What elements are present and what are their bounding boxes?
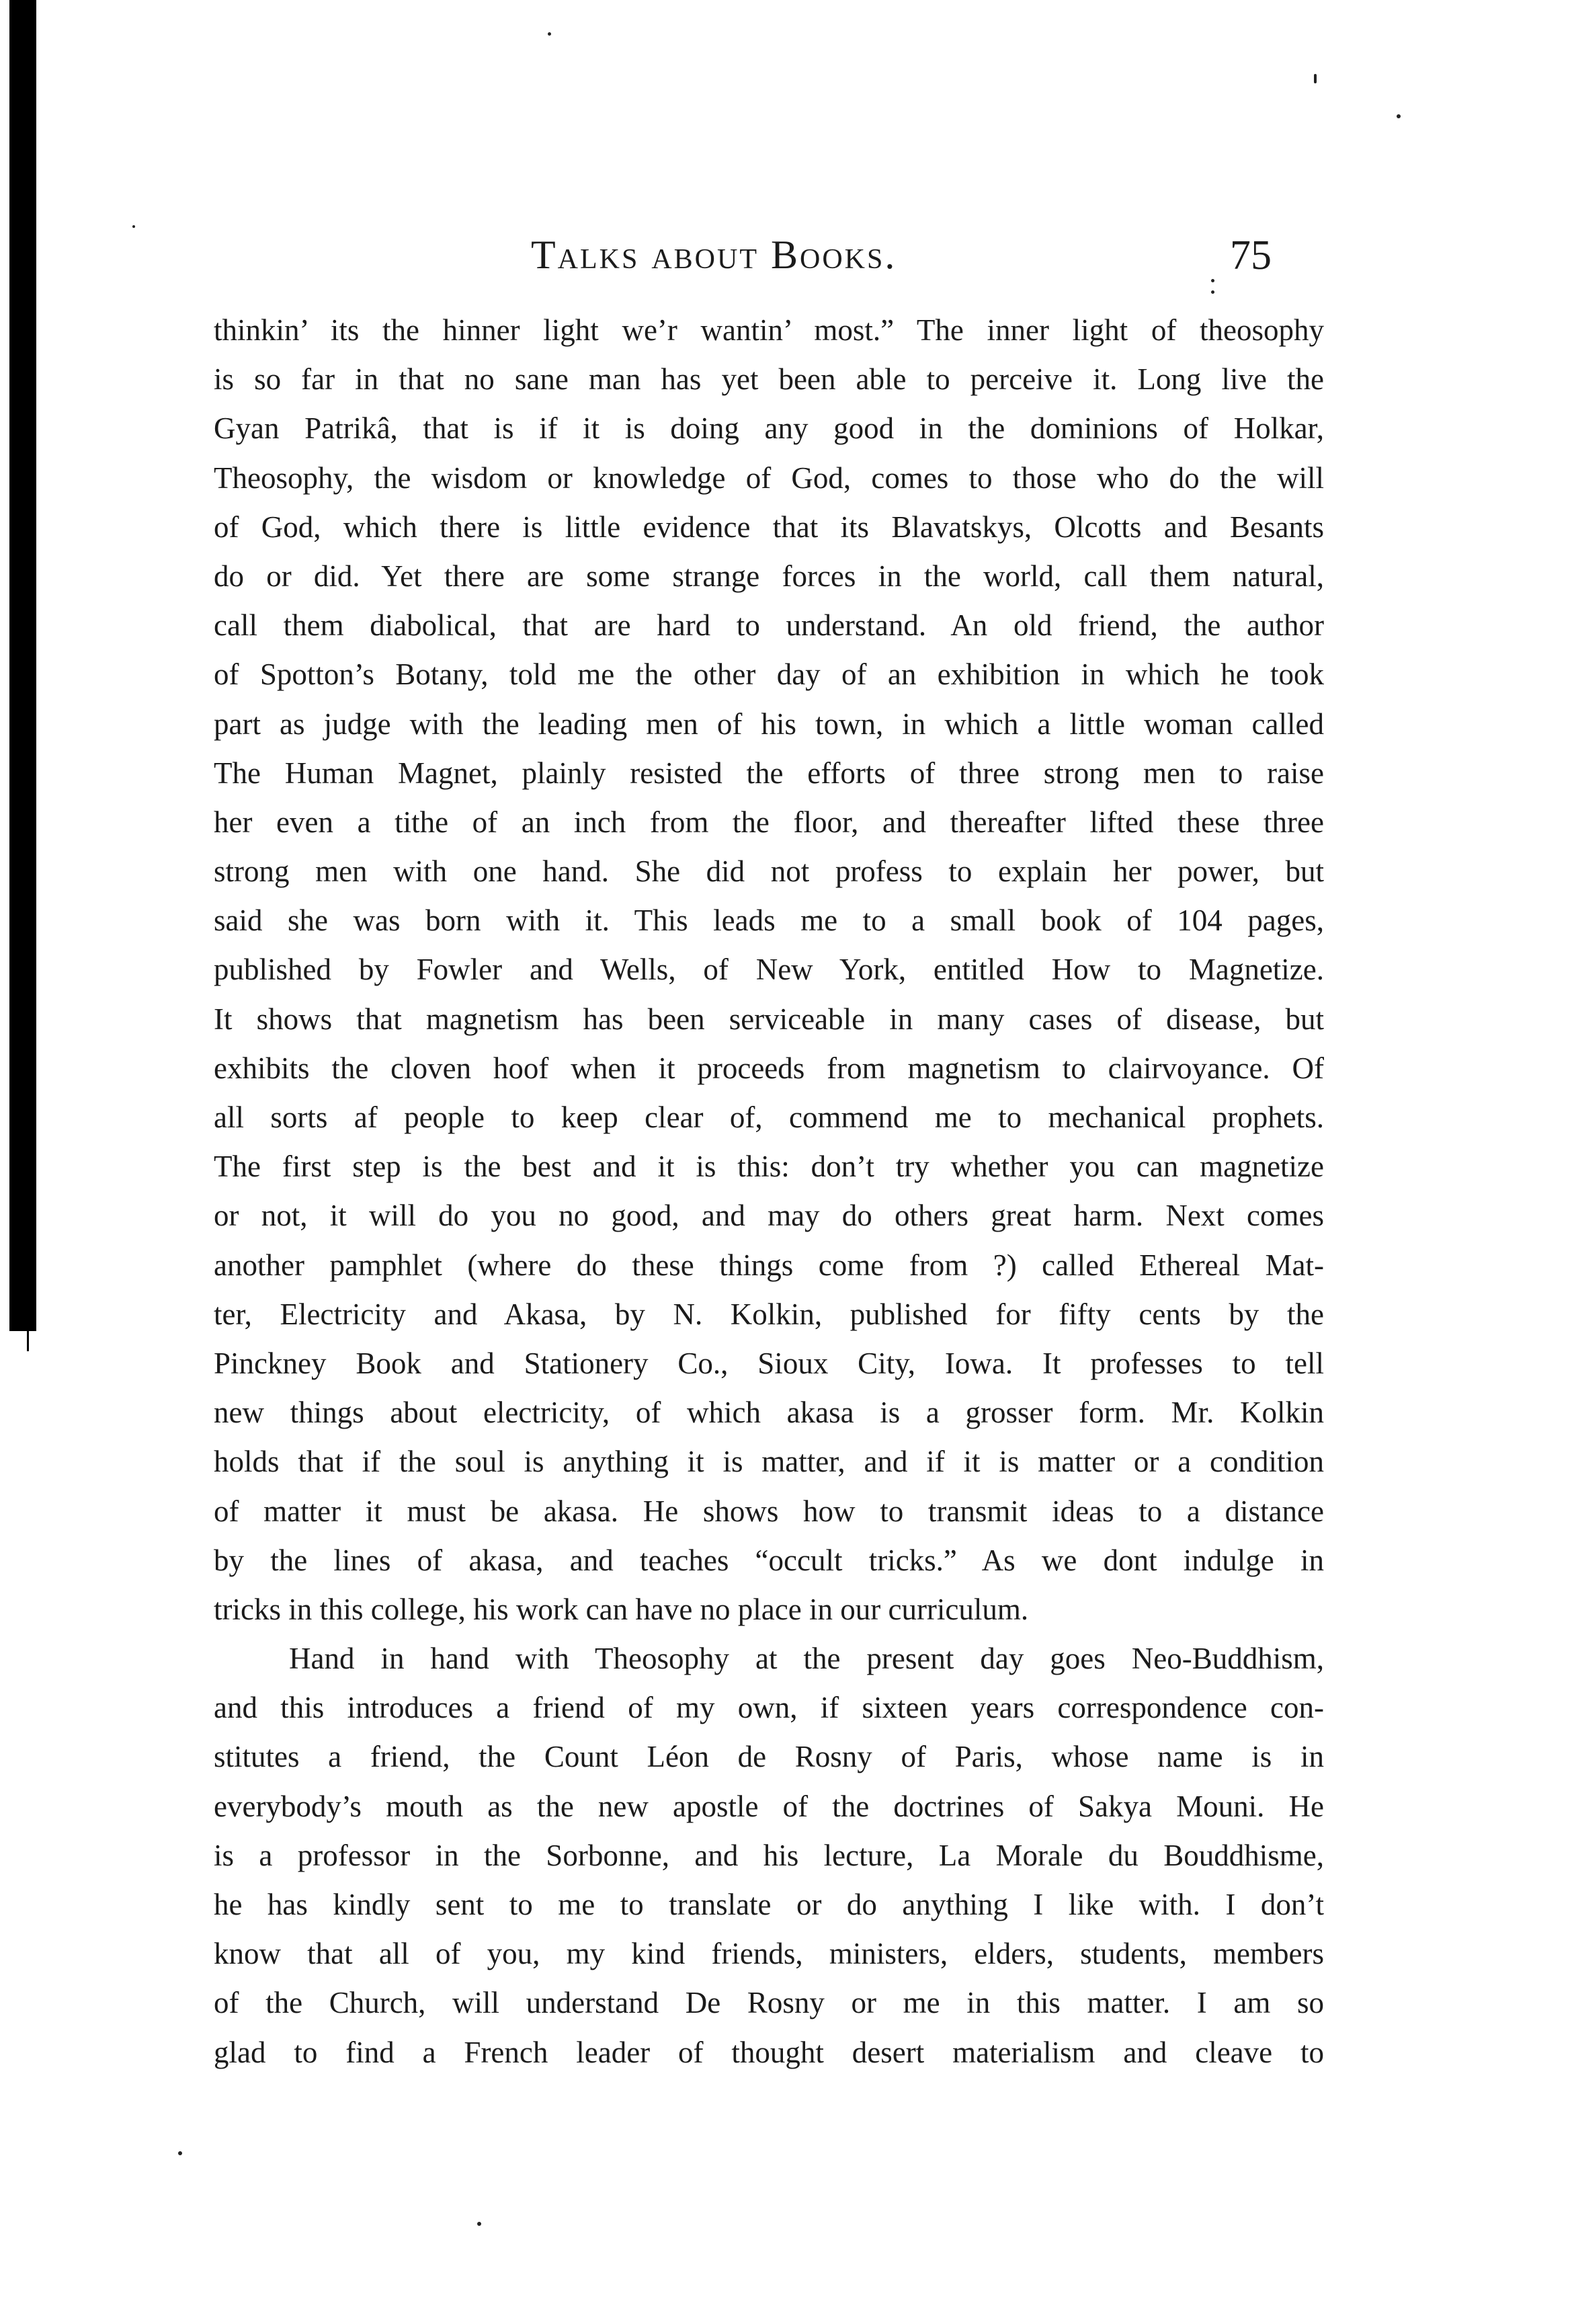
text-line: Hand in hand with Theosophy at the present day goes Neo-Buddhism, <box>289 1642 1324 1676</box>
text-line: everybody’s mouth as the new apostle of the doctrines of Sakya Mouni. He <box>214 1789 1324 1823</box>
text-line: call them diabolical, that are hard to understand. An old friend, the author <box>214 608 1324 643</box>
text-line: thinkin’ its the hinner light we’r wantin’ most.” The inner light of theosophy <box>214 313 1324 347</box>
text-line: of God, which there is little evidence that its Blavatskys, Olcotts and Besants <box>214 510 1324 544</box>
text-line: Gyan Patrikâ, that is if it is doing any good in the dominions of Holkar, <box>214 411 1324 446</box>
scan-speck <box>548 32 551 36</box>
paragraph-2 <box>214 1634 1324 2077</box>
text-line: of the Church, will understand De Rosny or me in this matter. I am so <box>214 1986 1324 2020</box>
text-line: of Spotton’s Botany, told me the other day of an exhibition in which he took <box>214 657 1324 692</box>
text-line: do or did. Yet there are some strange forces in the world, call them natural, <box>214 559 1324 593</box>
text-line: holds that if the soul is anything it is matter, and if it is matter or a condition <box>214 1445 1324 1479</box>
text-line: part as judge with the leading men of his town, in which a little woman called <box>214 707 1324 741</box>
running-head <box>0 232 1572 292</box>
text-line: said she was born with it. This leads me to a small book of 104 pages, <box>214 904 1324 938</box>
text-line: all sorts af people to keep clear of, commend me to mechanical prophets. <box>214 1100 1324 1134</box>
text-line: and this introduces a friend of my own, if sixteen years correspondence con- <box>214 1691 1324 1725</box>
running-head-title: Talks about Books. <box>531 233 897 277</box>
text-line: exhibits the cloven hoof when it proceeds from magnetism to clairvoyance. Of <box>214 1051 1324 1085</box>
text-line: another pamphlet (where do these things come from ?) called Ethereal Mat- <box>214 1248 1324 1282</box>
text-line: know that all of you, my kind friends, ministers, elders, students, members <box>214 1937 1324 1971</box>
scan-speck <box>1397 114 1401 118</box>
binding-shadow-tail <box>27 1331 29 1351</box>
text-line: tricks in this college, his work can have no place in our curriculum. <box>214 1592 1029 1626</box>
text-line: strong men with one hand. She did not profess to explain her power, but <box>214 854 1324 889</box>
text-line: by the lines of akasa, and teaches “occult tricks.” As we dont indulge in <box>214 1543 1324 1577</box>
text-line: Theosophy, the wisdom or knowledge of God, comes to those who do the will <box>214 460 1324 495</box>
text-line: glad to find a French leader of thought desert materialism and cleave to <box>214 2035 1324 2069</box>
text-line: It shows that magnetism has been serviceable in many cases of disease, but <box>214 1002 1324 1036</box>
text-line: stitutes a friend, the Count Léon de Rosny of Paris, whose name is in <box>214 1740 1324 1774</box>
text-line: published by Fowler and Wells, of New York, entitled How to Magnetize. <box>214 953 1324 987</box>
binding-shadow <box>9 0 36 1331</box>
scan-speck <box>477 2222 481 2226</box>
text-line: ter, Electricity and Akasa, by N. Kolkin, published for fifty cents by the <box>214 1297 1324 1331</box>
text-line: The Human Magnet, plainly resisted the efforts of three strong men to raise <box>214 756 1324 790</box>
paragraph-1 <box>214 306 1324 1634</box>
text-line: The first step is the best and it is this: don’t try whether you can magnetize <box>214 1150 1324 1184</box>
scan-speck <box>1314 74 1317 83</box>
text-line: or not, it will do you no good, and may do others great harm. Next comes <box>214 1199 1324 1233</box>
text-line: is a professor in the Sorbonne, and his lecture, La Morale du Bouddhisme, <box>214 1838 1324 1872</box>
text-line: is so far in that no sane man has yet been able to perceive it. Long live the <box>214 362 1324 397</box>
scan-speck <box>132 225 135 228</box>
text-line: he has kindly sent to me to translate or do anything I like with. I don’t <box>214 1888 1324 1921</box>
page-number: 75 <box>1230 233 1272 278</box>
text-line: her even a tithe of an inch from the floor, and thereafter lifted these three <box>214 805 1324 839</box>
scan-speck <box>178 2151 182 2155</box>
text-line: of matter it must be akasa. He shows how to transmit ideas to a distance <box>214 1494 1324 1528</box>
text-line: Pinckney Book and Stationery Co., Sioux City, Iowa. It professes to tell <box>214 1346 1324 1380</box>
text-line: new things about electricity, of which akasa is a grosser form. Mr. Kolkin <box>214 1396 1324 1430</box>
body-text <box>214 306 1324 2077</box>
